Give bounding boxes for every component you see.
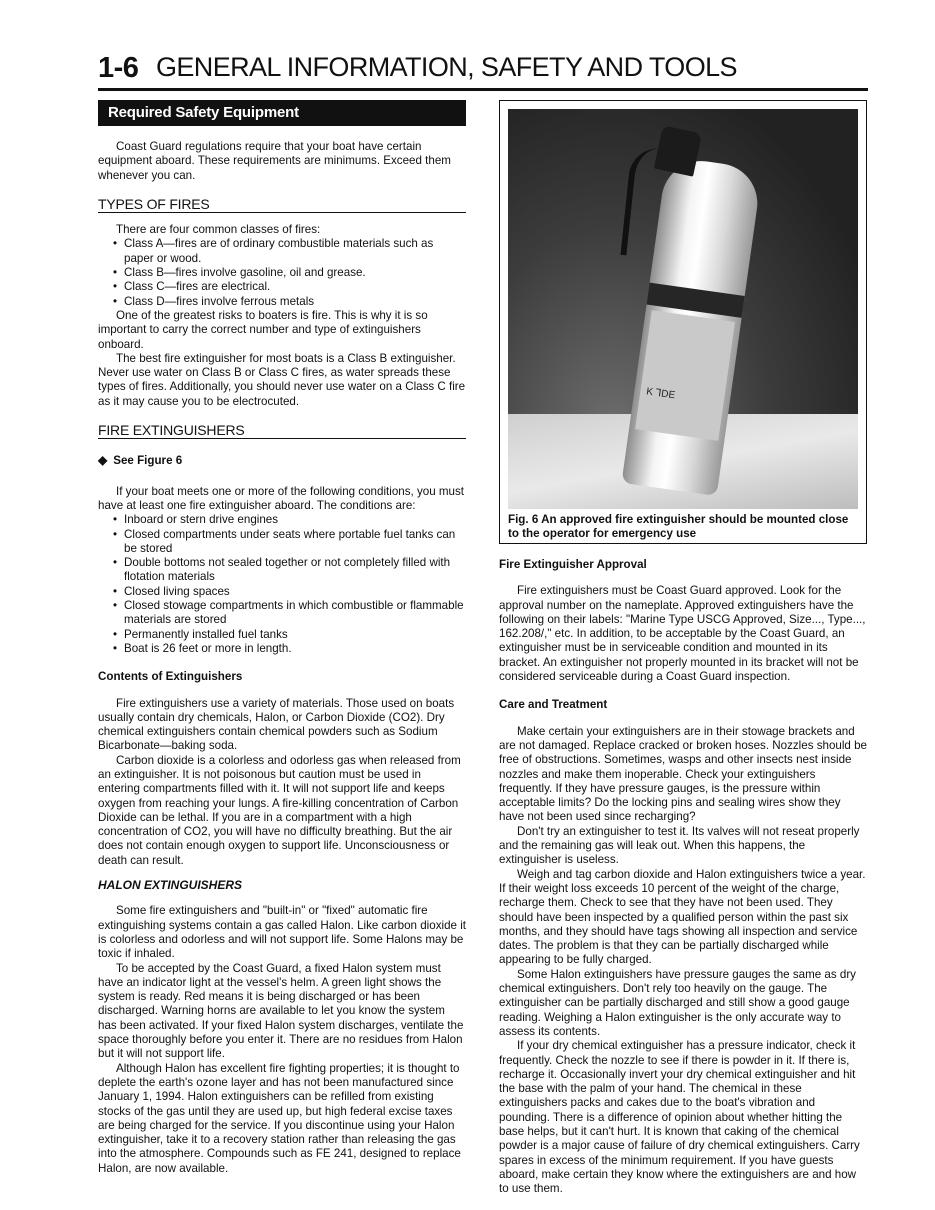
types-of-fires-heading: TYPES OF FIRES	[98, 197, 466, 213]
paragraph: To be accepted by the Coast Guard, a fixed Halon system must have an indicator light at the vessel's helm. A green light shows the system is ready. Red means it is being discharged or has been discharged. Warning horns are available to let you know the system has been activated. If your fixed Halon system discharges, ventilate the space thoroughly before you enter it. There are no residues from Halon but it will not support life.	[98, 961, 464, 1061]
paragraph: If your dry chemical extinguisher has a pressure indicator, check it frequently. Check the nozzle to see if there is powder in it. If there is, recharge it. Occasionally invert your dry chemical extinguisher and hit the base with the palm of your hand. The chemical in these extinguishers packs and cakes due to the boat's vibration and pounding. There is a difference of opinion about whether hitting the base helps, but it can't hurt. It is known that caking of the chemical powder is a major cause of failure of dry chemical extinguishers. Carry spares in excess of the minimum requirement. If you have guests aboard, make certain they know where the extinguishers are and how to use them.	[499, 1039, 860, 1196]
paragraph: Some Halon extinguishers have pressure gauges the same as dry chemical extinguishers. Don't rely too heavily on the gauge. The extinguisher can be partially discharged and still show a good gauge reading. Weighing a Halon extinguisher is the only accurate way to assess its contents.	[499, 967, 856, 1038]
list-item: • Class D—fires involve ferrous metals	[98, 295, 466, 309]
list-item: • Boat is 26 feet or more in length.	[98, 642, 466, 656]
header-rule	[98, 88, 868, 91]
halon-heading: HALON EXTINGUISHERS	[98, 878, 243, 893]
list-item: • Class B—fires involve gasoline, oil and grease.	[98, 266, 466, 280]
care-heading: Care and Treatment	[499, 698, 608, 712]
chapter-title: GENERAL INFORMATION, SAFETY AND TOOLS	[156, 52, 737, 82]
list-item: • Double bottoms not sealed together or not completely filled with flotation materials	[98, 556, 466, 585]
fire-extinguishers-heading: FIRE EXTINGUISHERS	[98, 423, 466, 439]
paragraph: Weigh and tag carbon dioxide and Halon extinguishers twice a year. If their weight loss exceeds 10 percent of the weight of the charge, recharge them. Check to see that they have not been used. They should have been inspected by a qualified person within the past six months, and they should have tags showing all inspection and service dates. The problem is that they can be partially discharged while appearing to be fully charged.	[499, 867, 866, 967]
diamond-icon: ◆	[98, 453, 108, 468]
list-item: • Closed living spaces	[98, 585, 466, 599]
paragraph: Make certain your extinguishers are in their stowage brackets and are not damaged. Replace cracked or broken hoses. Nozzles should be free of obstructions. Sometimes, wasps and other insects nest inside nozzles and make them inoperable. Check your extinguishers frequently. If they have pressure gauges, is the pressure within acceptable limits? Do the locking pins and sealing wires show they have not been used since recharging?	[499, 724, 867, 824]
list-item: • Closed compartments under seats where portable fuel tanks can be stored	[98, 528, 466, 557]
page-number: 1-6	[98, 52, 139, 84]
figure-6	[499, 100, 867, 544]
paragraph: Don't try an extinguisher to test it. Its valves will not reseat properly and the remaining gas will leak out. When this happens, the extinguisher is useless.	[499, 824, 860, 867]
photo-label: K ⅂DE	[645, 386, 676, 402]
paragraph: Fire extinguishers must be Coast Guard approved. Look for the approval number on the nameplate. Approved extinguishers have the following on their labels: "Marine Type USCG Approved, Size..., Type..., 162.208/," etc. In addition, to be acceptable by the Coast Guard, an extinguisher must be in serviceable condition and mounted in its bracket. An extinguisher not properly mounted in its bracket will not be considered serviceable during a Coast Guard inspection.	[499, 584, 866, 684]
list-item: • Permanently installed fuel tanks	[98, 628, 466, 642]
figure-reference[interactable]	[98, 453, 466, 468]
contents-heading: Contents of Extinguishers	[98, 670, 243, 684]
figure-caption: Fig. 6 An approved fire extinguisher should be mounted close to the operator for emergency use	[508, 513, 849, 540]
left-column	[98, 100, 466, 1176]
approval-heading: Fire Extinguisher Approval	[499, 558, 647, 571]
paragraph: One of the greatest risks to boaters is fire. This is why it is so important to carry the correct number and type of extinguishers onboard.	[98, 308, 428, 351]
figure-reference-label: See Figure 6	[113, 454, 183, 468]
section-banner: Required Safety Equipment	[98, 100, 466, 126]
list-item: • Class C—fires are electrical.	[98, 280, 466, 294]
list-item: • Inboard or stern drive engines	[98, 513, 466, 527]
fire-extinguisher-photo	[508, 109, 858, 509]
right-column	[499, 100, 867, 1196]
paragraph: Fire extinguishers use a variety of materials. Those used on boats usually contain dry chemicals, Halon, or Carbon Dioxide (CO2). Dry chemical extinguishers contain chemical powders such as Sodium Bicarbonate—baking soda.	[98, 696, 455, 753]
paragraph: Carbon dioxide is a colorless and odorless gas when released from an extinguisher. It is not poisonous but caution must be used in entering compartments filled with it. It will not support life and keeps oxygen from reaching your lungs. A fire-killing concentration of Carbon Dioxide can be lethal. If you are in a compartment with a high concentration of CO2, you will have no difficulty breathing. But the air does not contain enough oxygen to support life. Unconsciousness or death can result.	[98, 753, 461, 867]
types-intro: There are four common classes of fires:	[116, 223, 321, 237]
list-item: • Closed stowage compartments in which combustible or flammable materials are stored	[98, 599, 466, 628]
paragraph: If your boat meets one or more of the following conditions, you must have at least one fire extinguisher aboard. The conditions are:	[98, 484, 464, 512]
paragraph: Some fire extinguishers and "built-in" or "fixed" automatic fire extinguishing systems contain a gas called Halon. Like carbon dioxide it is colorless and odorless and will not support life. Some Halons may be toxic if inhaled.	[98, 904, 466, 961]
intro-paragraph: Coast Guard regulations require that your boat have certain equipment aboard. These requirements are minimums. Exceed them whenever you can.	[98, 140, 451, 182]
list-item: • Class A—fires are of ordinary combustible materials such as paper or wood.	[98, 237, 466, 266]
paragraph: The best fire extinguisher for most boats is a Class B extinguisher. Never use water on Class B or Class C fires, as water spreads these types of fires. Additionally, you should never use water on a Class C fire as it may cause you to be electrocuted.	[98, 351, 466, 408]
paragraph: Although Halon has excellent fire fighting properties; it is thought to deplete the earth's ozone layer and has not been manufactured since January 1, 1994. Halon extinguishers can be refilled from existing stocks of the gas until they are used up, but high federal excise taxes are being charged for the service. If you discontinue using your Halon extinguisher, take it to a recovery station rather than releasing the gas into the atmosphere. Compounds such as FE 241, designed to replace Halon, are now available.	[98, 1061, 461, 1175]
